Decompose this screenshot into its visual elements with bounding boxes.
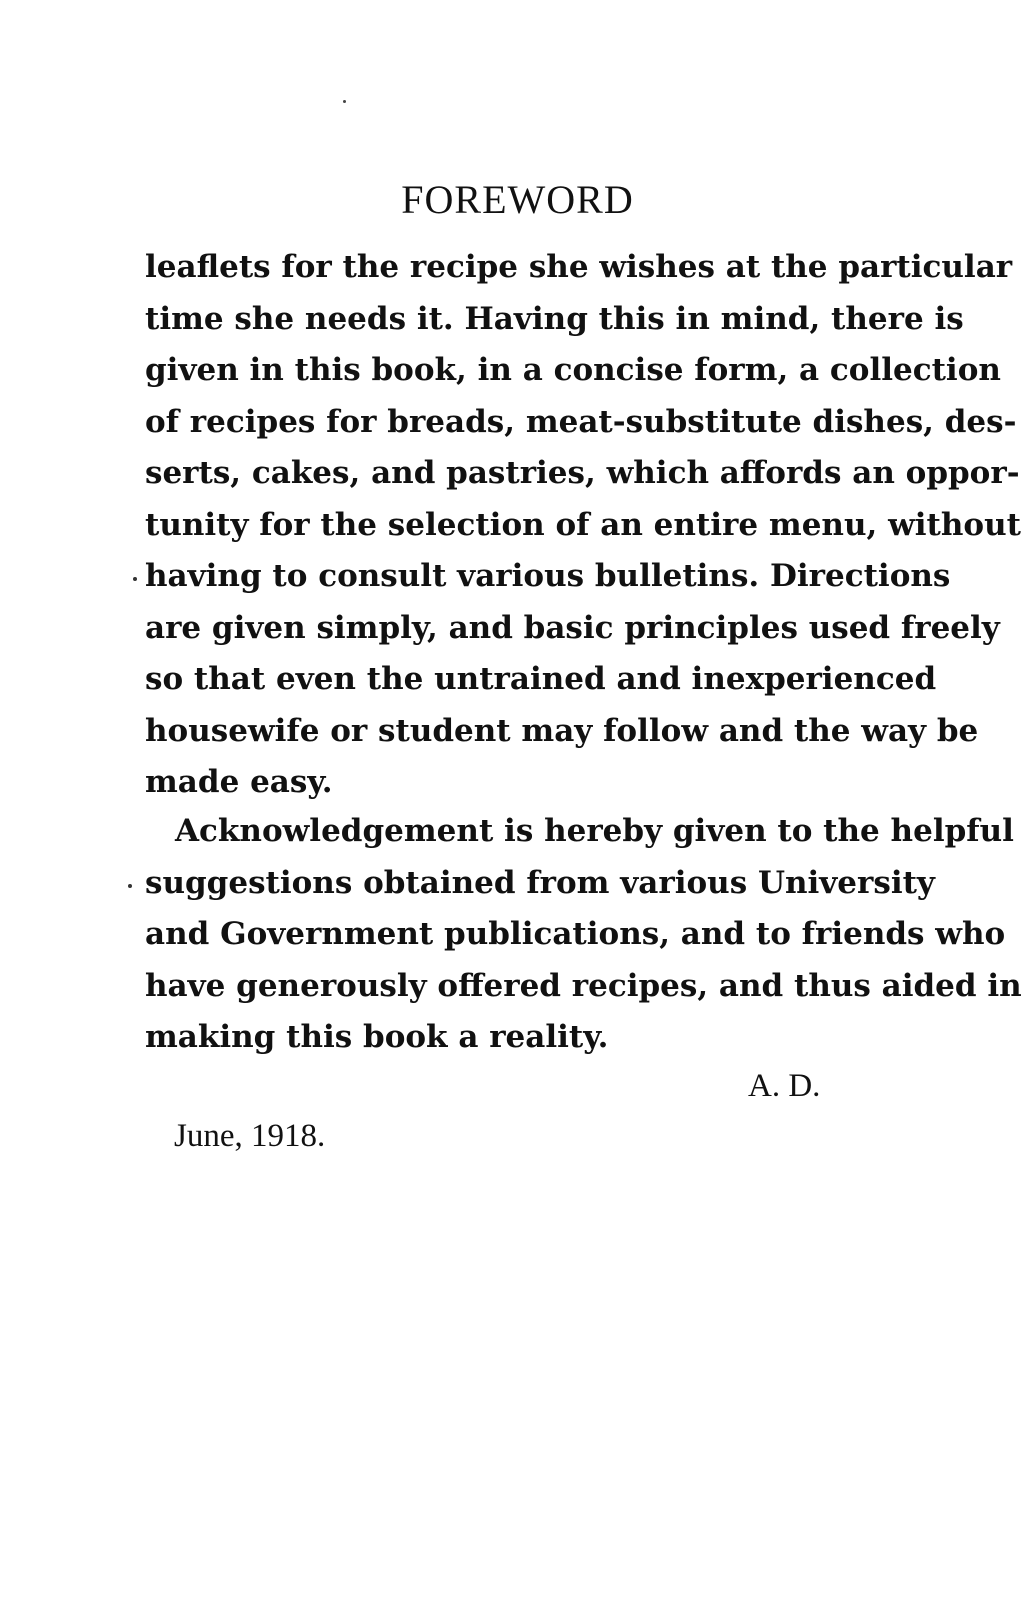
- text-line: having to consult various bulletins. Directions: [145, 558, 951, 594]
- text-line: making this book a reality.: [145, 1019, 609, 1055]
- text-line: of recipes for breads, meat-substitute dishes, des-: [145, 403, 1017, 440]
- text-line: made easy.: [145, 764, 333, 800]
- text-line: serts, cakes, and pastries, which affords an oppor-: [145, 455, 1020, 491]
- author-initials: A. D.: [748, 1068, 821, 1104]
- margin-speck: [128, 884, 132, 888]
- text-line: given in this book, in a concise form, a collection: [145, 352, 1001, 388]
- text-line: leaflets for the recipe she wishes at the particular: [145, 249, 1013, 285]
- print-speck: [343, 100, 346, 103]
- text-line: suggestions obtained from various University: [145, 864, 935, 901]
- text-line: have generously offered recipes, and thus aided in: [145, 967, 1022, 1004]
- text-line: tunity for the selection of an entire menu, without: [145, 506, 1021, 543]
- foreword-date: June, 1918.: [174, 1118, 326, 1154]
- page-heading: FOREWORD: [401, 177, 634, 222]
- text-line: are given simply, and basic principles used freely: [145, 609, 1000, 646]
- foreword-paragraph-1: [145, 242, 1021, 809]
- text-line: so that even the untrained and inexperienced: [145, 661, 937, 697]
- text-line: housewife or student may follow and the way be: [145, 712, 979, 749]
- text-line: and Government publications, and to friends who: [145, 916, 1006, 952]
- text-line: Acknowledgement is hereby given to the helpful: [175, 813, 1014, 849]
- foreword-paragraph-2: [145, 806, 1022, 1064]
- text-line: time she needs it. Having this in mind, there is: [145, 300, 964, 337]
- margin-speck: [133, 577, 137, 581]
